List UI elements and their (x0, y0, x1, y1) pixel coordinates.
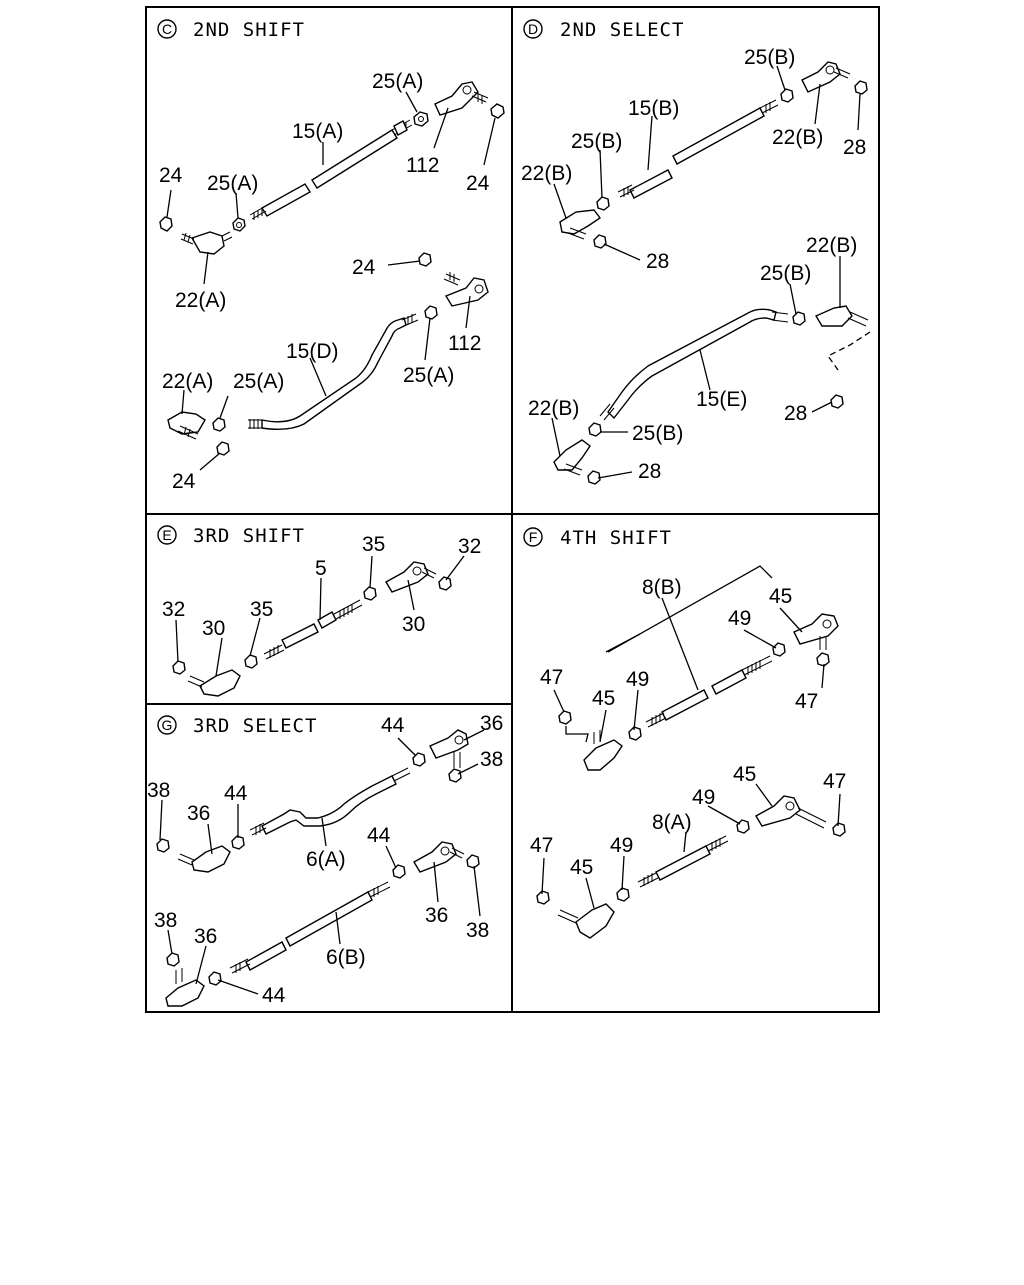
panel-letter: D (527, 21, 539, 37)
label-112: 112 (406, 154, 440, 177)
nut-47-lower-right (833, 823, 845, 836)
label-44: 44 (367, 824, 391, 847)
ball-joint-45-upper-left (584, 730, 622, 770)
nut-28-upper-left (594, 235, 606, 248)
nut-35-right (364, 587, 376, 600)
ball-joint-112-upper (435, 82, 488, 115)
label-25a: 25(A) (233, 370, 285, 393)
label-38: 38 (480, 748, 504, 771)
label-24: 24 (172, 470, 196, 493)
label-36: 36 (194, 925, 218, 948)
label-25b: 25(B) (744, 46, 796, 69)
label-15e: 15(E) (696, 388, 748, 411)
label-22b: 22(B) (806, 234, 858, 257)
nut-49-lower-left (617, 888, 629, 901)
panel-letter: C (161, 21, 173, 37)
label-38: 38 (154, 909, 178, 932)
label-28: 28 (784, 402, 808, 425)
nut-35-left (245, 655, 257, 668)
panel-4th-shift-header (524, 527, 672, 549)
panel-2nd-select-header (524, 19, 684, 41)
label-22a: 22(A) (162, 370, 214, 393)
label-49: 49 (610, 834, 634, 857)
nut-25a-lower-left (213, 418, 225, 431)
nut-24-lower-left (217, 442, 229, 455)
nut-38-lower-right (467, 855, 479, 868)
label-44: 44 (224, 782, 248, 805)
rod-8a (638, 836, 728, 887)
nut-28-upper-right (855, 81, 867, 94)
nut-25a-left (233, 218, 245, 231)
label-36: 36 (187, 802, 211, 825)
panel-2nd-select (521, 19, 870, 484)
label-22b: 22(B) (521, 162, 573, 185)
label-38: 38 (147, 779, 171, 802)
callout-labels (159, 70, 490, 493)
label-45: 45 (592, 687, 616, 710)
nut-38-upper-right (449, 769, 461, 782)
label-47: 47 (540, 666, 564, 689)
ball-joint-45-upper-right (794, 614, 838, 650)
label-5: 5 (315, 557, 327, 580)
callout-labels (530, 576, 846, 879)
nut-38-lower-left (167, 953, 179, 966)
label-22b: 22(B) (528, 397, 580, 420)
panel-title: 2ND SHIFT (193, 19, 305, 41)
nut-25b-lower-right (793, 312, 805, 325)
panel-title: 2ND SELECT (560, 19, 685, 41)
nut-25b-lower-left (589, 423, 601, 436)
label-25a: 25(A) (372, 70, 424, 93)
ball-joint-45-lower-right (756, 796, 826, 828)
label-25b: 25(B) (632, 422, 684, 445)
nut-47-upper-right (817, 653, 829, 666)
label-112: 112 (448, 332, 482, 355)
nut-32-right (439, 577, 451, 590)
panel-title: 4TH SHIFT (560, 527, 672, 549)
nut-49-left (629, 727, 641, 740)
ball-joint-30-right (386, 562, 436, 592)
ball-joint-22a-lower (168, 412, 205, 439)
panel-title: 3RD SELECT (193, 715, 318, 737)
nut-49-lower-right (737, 820, 749, 833)
ball-joint-22a-upper (181, 232, 232, 254)
label-45: 45 (769, 585, 793, 608)
nut-44-lower-right (393, 865, 405, 878)
panel-letter: F (528, 529, 538, 545)
ball-joint-30-left (188, 670, 240, 696)
label-22b: 22(B) (772, 126, 824, 149)
frame-grid (146, 7, 879, 1012)
label-25b: 25(B) (760, 262, 812, 285)
label-25a: 25(A) (403, 364, 455, 387)
label-49: 49 (728, 607, 752, 630)
nut-38-upper-left (157, 839, 169, 852)
rod-8b (646, 656, 772, 727)
label-8b: 8(B) (642, 576, 682, 599)
nut-24-lower-top (419, 253, 431, 266)
label-22a: 22(A) (175, 289, 227, 312)
ball-joint-36-upper-left (178, 846, 230, 872)
nut-47-upper-left (559, 711, 571, 724)
ball-joint-112-lower (444, 272, 488, 306)
panel-title: 3RD SHIFT (193, 525, 305, 547)
label-30: 30 (402, 613, 426, 636)
nut-44-lower-left (209, 972, 221, 985)
label-47: 47 (795, 690, 819, 713)
rod-5 (264, 600, 362, 659)
panel-2nd-shift (158, 19, 504, 493)
label-45: 45 (733, 763, 757, 786)
label-36: 36 (480, 712, 504, 735)
label-45: 45 (570, 856, 594, 879)
panel-3rd-select (147, 712, 503, 1007)
rod-15e (600, 309, 788, 420)
rod-6b (230, 882, 390, 973)
label-32: 32 (162, 598, 186, 621)
nut-25b-upper-left (597, 197, 609, 210)
label-35: 35 (362, 533, 386, 556)
nut-25b-upper-right (781, 89, 793, 102)
label-49: 49 (692, 786, 716, 809)
nut-24-upper-right (491, 104, 504, 118)
label-15d: 15(D) (286, 340, 339, 363)
panel-letter: G (161, 717, 173, 733)
ball-joint-22b-lower-right (816, 306, 868, 326)
nut-25a-lower-right (425, 306, 437, 319)
nut-24-left (160, 217, 172, 231)
panel-3rd-shift-header (158, 525, 305, 547)
label-36: 36 (425, 904, 449, 927)
label-38: 38 (466, 919, 490, 942)
ball-joint-22b-lower-left (554, 440, 590, 475)
label-15b: 15(B) (628, 97, 680, 120)
nut-25a-right (414, 112, 428, 126)
ball-joint-22b-upper-right (802, 62, 850, 92)
panel-2nd-shift-header (158, 19, 305, 41)
panel-4th-shift (524, 527, 846, 938)
nut-49-right (773, 643, 785, 656)
label-32: 32 (458, 535, 482, 558)
ball-joint-45-lower-left (558, 904, 614, 938)
label-24: 24 (352, 256, 376, 279)
label-47: 47 (530, 834, 554, 857)
label-28: 28 (638, 460, 662, 483)
label-15a: 15(A) (292, 120, 344, 143)
label-25a: 25(A) (207, 172, 259, 195)
ball-joint-36-lower-right (414, 842, 464, 872)
label-44: 44 (381, 714, 405, 737)
nut-28-lower-right (831, 395, 843, 408)
leader-lines (167, 92, 495, 470)
label-30: 30 (202, 617, 226, 640)
label-25b: 25(B) (571, 130, 623, 153)
label-35: 35 (250, 598, 274, 621)
panel-3rd-select-header (158, 715, 317, 737)
label-24: 24 (159, 164, 183, 187)
ball-joint-36-upper-right (430, 730, 468, 768)
label-49: 49 (626, 668, 650, 691)
panel-letter: E (162, 527, 172, 543)
label-44: 44 (262, 984, 286, 1007)
label-47: 47 (823, 770, 847, 793)
nut-32-left (173, 661, 185, 674)
callout-labels (521, 46, 866, 483)
ball-joint-22b-upper-left (560, 210, 600, 239)
label-8a: 8(A) (652, 811, 692, 834)
label-24: 24 (466, 172, 490, 195)
label-28: 28 (843, 136, 867, 159)
label-28: 28 (646, 250, 670, 273)
nut-47-lower-left (537, 891, 549, 904)
label-6b: 6(B) (326, 946, 366, 969)
panel-3rd-shift (158, 525, 481, 696)
label-6a: 6(A) (306, 848, 346, 871)
